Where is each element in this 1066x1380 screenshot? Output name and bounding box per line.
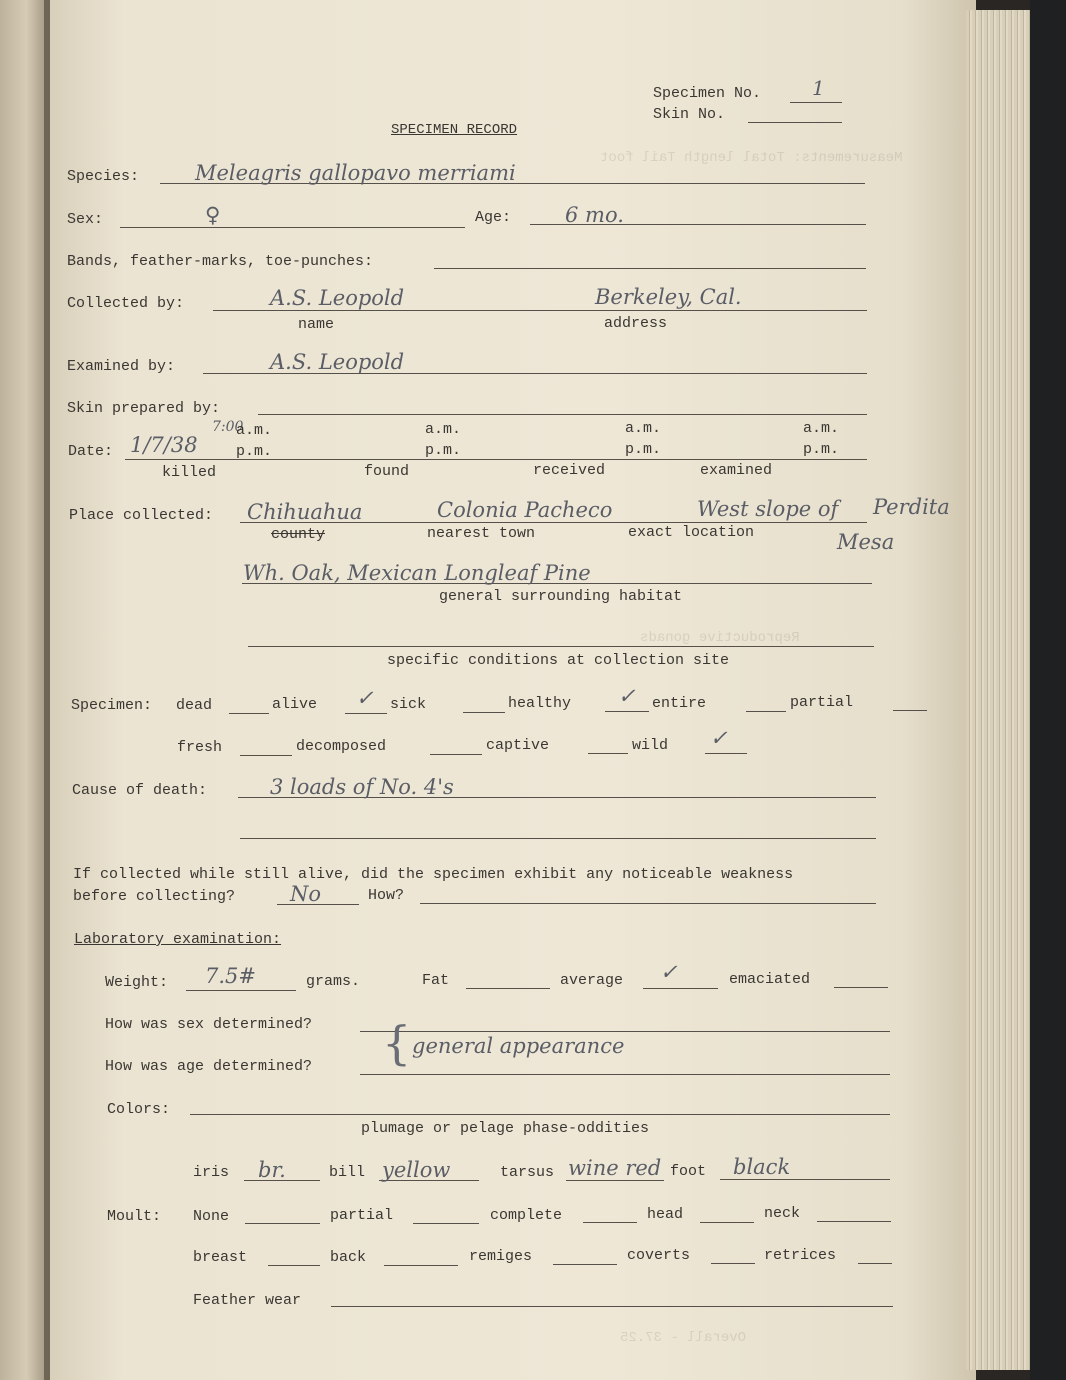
tarsus-line (566, 1180, 664, 1181)
location-caption: exact location (628, 524, 755, 541)
skin-prepared-label: Skin prepared by: (67, 400, 221, 417)
examined-by-label: Examined by: (67, 358, 176, 375)
foot-line (720, 1179, 890, 1180)
alive-blank (345, 713, 387, 714)
dead-label: dead (176, 697, 213, 714)
killed-caption: killed (162, 464, 217, 481)
moult-retrices-line (858, 1263, 892, 1264)
wild-check: ✓ (710, 726, 728, 750)
colors-line (190, 1114, 890, 1115)
partial-label: partial (790, 694, 854, 711)
am-label: a.m. (425, 421, 462, 438)
entire-blank (746, 711, 786, 712)
sex-value: ♀ (205, 203, 221, 227)
age-determined-question: How was age determined? (105, 1058, 313, 1075)
wild-blank (705, 753, 747, 754)
weakness-question-2: before collecting? (73, 888, 236, 905)
location-value-line2a: Perdita (873, 495, 950, 519)
average-line (643, 988, 718, 989)
species-label: Species: (67, 168, 140, 185)
date-time: 7:00 (212, 419, 244, 435)
cause-of-death-label: Cause of death: (72, 782, 208, 799)
skin-prepared-line (258, 414, 867, 415)
species-value: Meleagris gallopavo merriami (195, 161, 516, 185)
brace-icon: { (382, 1016, 412, 1070)
moult-neck-line (817, 1221, 891, 1222)
foot-value: black (733, 1155, 791, 1179)
pm-label: p.m. (625, 441, 662, 458)
received-caption: received (533, 462, 606, 479)
examined-by-value: A.S. Leopold (270, 350, 405, 374)
conditions-line (248, 646, 874, 647)
pm-label: p.m. (425, 442, 462, 459)
age-determined-line (360, 1074, 890, 1075)
am-label: a.m. (236, 422, 273, 439)
moult-none-line (245, 1223, 320, 1224)
feather-wear-label: Feather wear (193, 1292, 302, 1309)
wild-label: wild (632, 737, 669, 754)
weight-value: 7.5# (205, 964, 256, 988)
moult-coverts-line (711, 1263, 755, 1264)
tarsus-label: tarsus (500, 1164, 555, 1181)
weight-label: Weight: (105, 974, 169, 991)
found-caption: found (364, 463, 410, 480)
fat-line (466, 988, 550, 989)
moult-retrices-label: retrices (764, 1247, 837, 1264)
moult-partial-label: partial (330, 1207, 394, 1224)
form-title: SPECIMEN RECORD (391, 122, 518, 138)
average-label: average (560, 972, 624, 989)
bill-value: yellow (382, 1158, 451, 1182)
moult-label: Moult: (107, 1208, 162, 1225)
feather-wear-line (331, 1306, 893, 1307)
moult-coverts-label: coverts (627, 1247, 691, 1264)
name-caption: name (298, 316, 335, 333)
sex-label: Sex: (67, 211, 104, 228)
decomposed-blank (430, 754, 482, 755)
moult-head-line (700, 1222, 754, 1223)
moult-back-line (384, 1265, 458, 1266)
healthy-label: healthy (508, 695, 572, 712)
skin-no-line (748, 122, 842, 123)
town-caption: nearest town (427, 525, 536, 542)
county-caption: county (271, 526, 326, 543)
habitat-caption: general surrounding habitat (439, 588, 683, 605)
grams-label: grams. (306, 973, 361, 990)
bands-line (434, 268, 866, 269)
moult-none-label: None (193, 1208, 230, 1225)
am-label: a.m. (625, 420, 662, 437)
specimen-no-value: 1 (812, 76, 825, 100)
county-value: Chihuahua (247, 500, 363, 524)
alive-label: alive (272, 696, 318, 713)
iris-label: iris (193, 1164, 230, 1181)
decomposed-label: decomposed (296, 738, 387, 755)
pm-label: p.m. (803, 441, 840, 458)
lab-title: Laboratory examination: (74, 931, 282, 948)
moult-complete-label: complete (490, 1207, 563, 1224)
moult-breast-line (268, 1265, 320, 1266)
sick-label: sick (390, 696, 427, 713)
sex-determined-question: How was sex determined? (105, 1016, 313, 1033)
fresh-label: fresh (177, 739, 223, 756)
collected-by-line (213, 310, 867, 311)
moult-neck-label: neck (764, 1205, 801, 1222)
cause-line-2 (240, 838, 876, 839)
conditions-caption: specific conditions at collection site (387, 652, 730, 669)
date-label: Date: (68, 443, 114, 460)
emaciated-label: emaciated (729, 971, 811, 988)
page-edges (966, 10, 1030, 1370)
age-label: Age: (475, 209, 512, 226)
captive-label: captive (486, 737, 550, 754)
habitat-value: Wh. Oak, Mexican Longleaf Pine (243, 561, 591, 585)
facing-page (0, 0, 48, 1380)
specimen-label: Specimen: (71, 697, 153, 714)
plumage-caption: plumage or pelage phase-oddities (361, 1120, 650, 1137)
specimen-no-line (790, 102, 842, 103)
book-cover (1030, 0, 1066, 1380)
collector-address: Berkeley, Cal. (595, 285, 742, 309)
cause-of-death-value: 3 loads of No. 4's (270, 775, 454, 799)
age-value: 6 mo. (565, 203, 624, 227)
collected-by-label: Collected by: (67, 295, 185, 312)
foot-label: foot (670, 1163, 707, 1180)
bands-label: Bands, feather-marks, toe-punches: (67, 253, 374, 270)
location-value-line2b: Mesa (837, 530, 895, 554)
moult-remiges-label: remiges (469, 1248, 533, 1265)
am-label: a.m. (803, 420, 840, 437)
colors-label: Colors: (107, 1101, 171, 1118)
sick-blank (463, 712, 505, 713)
sex-line (120, 227, 465, 228)
date-value: 1/7/38 (130, 433, 198, 457)
fat-label: Fat (422, 972, 450, 989)
healthy-blank (605, 711, 649, 712)
bleed-through-text: Overall - 37.25 (620, 1330, 747, 1346)
weight-line (186, 990, 296, 991)
moult-remiges-line (553, 1264, 617, 1265)
how-line (420, 903, 876, 904)
examined-caption: examined (700, 462, 773, 479)
entire-label: entire (652, 695, 707, 712)
tarsus-value: wine red (568, 1156, 662, 1180)
dead-blank (229, 713, 269, 714)
moult-breast-label: breast (193, 1249, 248, 1266)
moult-back-label: back (330, 1249, 367, 1266)
how-label: How? (368, 887, 405, 904)
bleed-through-text: Measurements: Total length Tail foot (600, 150, 903, 166)
sex-determined-line (360, 1031, 890, 1032)
pm-label: p.m. (236, 443, 273, 460)
bill-label: bill (329, 1164, 366, 1181)
alive-check: ✓ (356, 686, 374, 710)
average-check: ✓ (660, 960, 678, 984)
bleed-through-text: Reproductive gonads (640, 630, 800, 646)
moult-complete-line (583, 1222, 637, 1223)
weakness-question: If collected while still alive, did the specimen exhibit any noticeable weakness (73, 866, 794, 883)
specimen-no-label: Specimen No. (653, 85, 762, 102)
place-collected-label: Place collected: (69, 507, 214, 524)
moult-head-label: head (647, 1206, 684, 1223)
location-value-line1: West slope of (697, 497, 839, 521)
healthy-check: ✓ (618, 684, 636, 708)
skin-no-label: Skin No. (653, 106, 726, 123)
partial-blank (893, 710, 927, 711)
moult-partial-line (413, 1223, 479, 1224)
address-caption: address (604, 315, 668, 332)
collector-name: A.S. Leopold (270, 286, 405, 310)
determined-answer: general appearance (412, 1034, 625, 1058)
iris-value: br. (258, 1158, 286, 1182)
captive-blank (588, 753, 628, 754)
emaciated-line (834, 987, 888, 988)
weakness-answer: No (290, 882, 322, 906)
town-value: Colonia Pacheco (437, 498, 613, 522)
fresh-blank (240, 755, 292, 756)
